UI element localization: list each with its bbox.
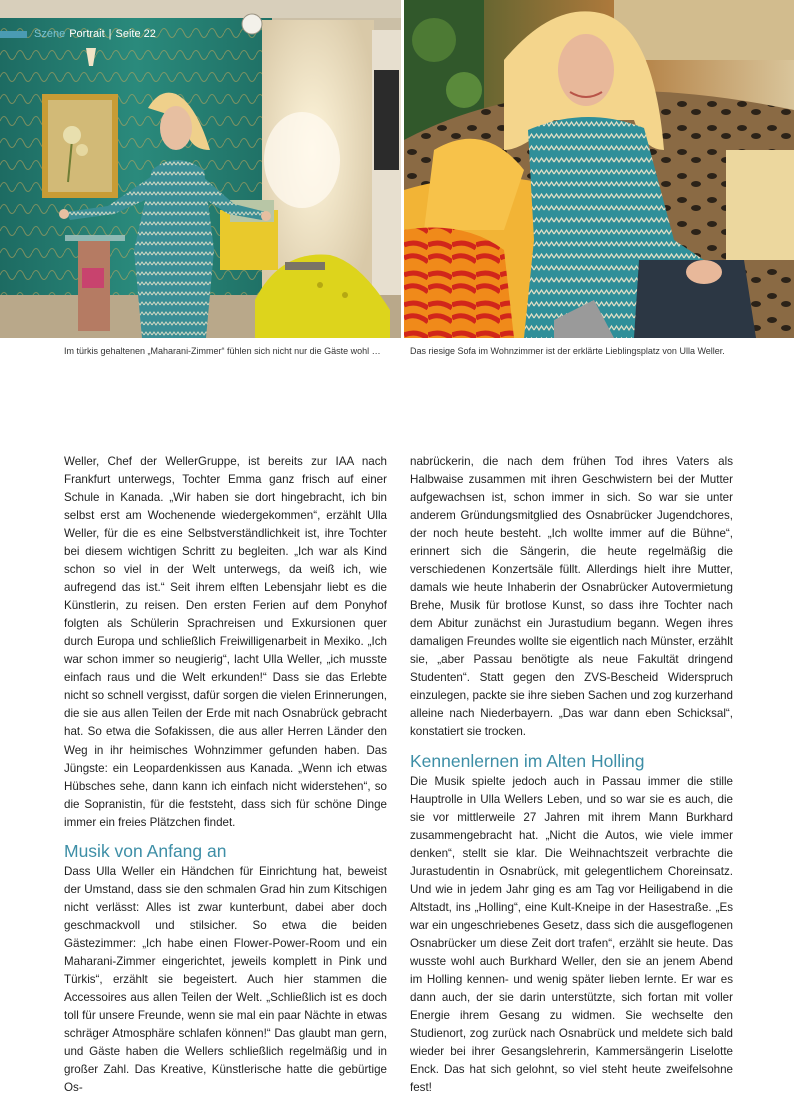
- section-heading: Musik von Anfang an: [64, 841, 387, 861]
- header-separator: |: [109, 28, 112, 40]
- paragraph: Die Musik spielte jedoch auch in Passau immer die stille Hauptrolle in Ulla Wellers Leben, und so war sie es auch, die sie vor mittlerweile 27 Jahren mit ihrem Mann Burkhard zusammengebracht hat. „Nicht die Autos, wie viele immer denken“, stellt sie klar. Die Weihnachtszeit verbrachte die Jurastudentin in Osnabrück, mit gelegentlichem Choreinsatz. Und wie in jedem Jahr ging es am Tag vor Heiligabend in die Altstadt, ins „Holling“, eine Kult-Kneipe in der Hasestraße. „Es war ein ungeschriebenes Gesetz, dass sich die ausgeflogenen Osnabrücker um diese Zeit dort trafen“, erzählt sie heute. Das wusste wohl auch Burkhard Weller, den sie an jenem Abend im Holling kennen- und wenig später lieben lernte. Er war es dann auch, der sie darin unterstützte, sich fortan mit voller Energie ihrem Gesang zu widmen. Sie wechselte den Studienort, zog zurück nach Osnabrück und meldete sich bald wieder bei ihrer Gesangslehrerin, Kammersängerin Liselotte Enck. Das hat sich gelohnt, so viel steht heute zweifelsohne fest!: [410, 773, 733, 1097]
- photo-caption-right: Das riesige Sofa im Wohnzimmer ist der erklärte Lieblingsplatz von Ulla Weller.: [410, 345, 725, 357]
- paragraph: Weller, Chef der WellerGruppe, ist bereits zur IAA nach Frankfurt unterwegs, Tochter Emma ganz frisch auf einer Schule in Kanada. „Wir haben sie dort hingebracht, ich bin selbst erst am Wochenende wiedergekommen“, erzählt Ulla Weller, für die es eine Selbstverständlichkeit ist, ihre Tochter bei diesem wichtigen Schritt zu begleiten. „Ich war als Kind schon so viel in der Welt unterwegs, da weiß ich, wie aufregend das ist.“ Seit ihrem elften Lebensjahr liebt es die Künstlerin, zu reisen. Den ersten Ferien auf dem Ponyhof folgten als Schülerin Sprachreisen und Exkursionen quer durch Europa und schließlich Freiwilligenarbeit in Mexiko. „Ich war schon immer so neugierig“, lacht Ulla Weller, „ich musste einfach raus und die Welt erkunden!“ Dass sie das Erlebte nicht so schnell vergisst, dafür sorgen die vielen Erinnerungen, die sie aus allen Teilen der Erde mit nach Osnabrück gebracht hat. So etwa die Sofakissen, die aus aller Herren Länder den Weg in ihr heimisches Wohnzimmer gefunden haben. Das Jüngste: ein Leopardenkissen aus Kanada. „Wenn ich etwas Hübsches sehe, dann kann ich einfach nicht widerstehen“, so die Sopranistin, für die feststeht, dass sich für schöne Dinge immer ein freies Plätzchen findet.: [64, 453, 387, 832]
- header-page-number: Seite 22: [116, 28, 156, 40]
- sofa-photo: [404, 0, 794, 338]
- header-category: Portrait: [69, 28, 104, 40]
- maharani-room-photo: [0, 0, 401, 338]
- article-column-right: [410, 453, 733, 1097]
- header-section: Szene: [34, 28, 65, 40]
- paragraph: nabrückerin, die nach dem frühen Tod ihres Vaters als Halbwaise zusammen mit ihren Geschwistern bei der Mutter aufgewachsen ist, schon immer in sich. So war sie unter anderem Gründungsmitglied des Osnabrücker Jugendchores, der noch heute besteht. „Ich wollte immer auf die Bühne“, erinnert sich die Sängerin, die heute regelmäßig die verschiedenen Konzertsäle füllt. Allerdings hielt ihre Mutter, damals wie heute Inhaberin der Osnabrücker Autovermietung Brehe, Musik für brotlose Kunst, so dass ihre Tochter nach dem Abitur zunächst ein Jurastudium begann. Wegen ihres damaligen Freundes wollte sie eigentlich nach Münster, erzählt sie, „aber Passau benötigte als neue Fakultät dringend Studenten“. Statt gegen den ZVS-Bescheid Widerspruch einzulegen, packte sie ihre sieben Sachen und zog kurzerhand alleine nach Niederbayern. „Das war dann eben Schicksal“, konstatiert sie trocken.: [410, 453, 733, 742]
- header-accent-bar: [0, 31, 27, 38]
- page-header: [0, 27, 156, 41]
- photo-caption-left: Im türkis gehaltenen „Maharani-Zimmer“ fühlen sich nicht nur die Gäste wohl …: [64, 345, 381, 357]
- paragraph: Dass Ulla Weller ein Händchen für Einrichtung hat, beweist der Umstand, dass sie den schmalen Grad hin zum Kitschigen nicht verlässt: Alles ist zwar kunterbunt, dabei aber doch geschmackvoll und stilsicher. So etwa die beiden Gästezimmer: „Ich habe einen Flower-Power-Room und ein Maharani-Zimmer eingerichtet, jeweils komplett in Pink und Türkis“, erzählt sie begeistert. Auch hier stammen die Accessoires aus allen Teilen der Welt. „Schließlich ist es doch toll für unsere Freunde, wenn sie mal ein paar Nächte in etwas schräger Atmosphäre schlafen können!“ Das glaubt man gern, und Gäste haben die Wellers schließlich regelmäßig und in großer Zahl. Das Kreative, Künstlerische hatte die gebürtige Os-: [64, 863, 387, 1097]
- section-heading: Kennenlernen im Alten Holling: [410, 751, 733, 771]
- article-column-left: [64, 453, 387, 1097]
